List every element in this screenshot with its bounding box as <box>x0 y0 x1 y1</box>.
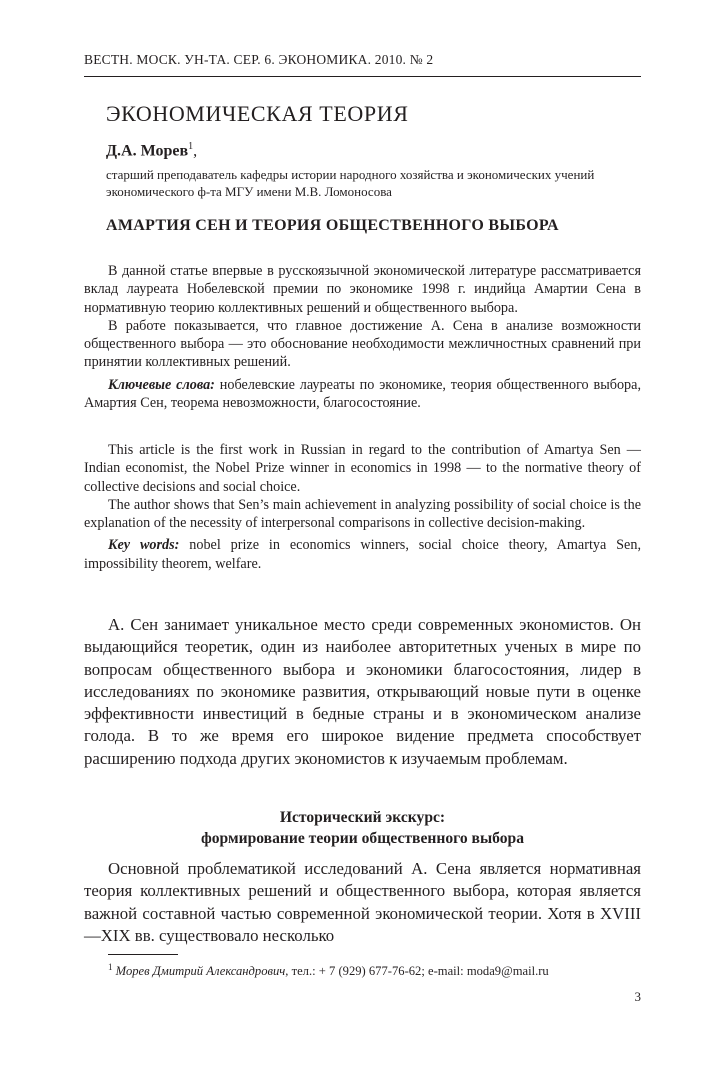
abstract-ru-keywords <box>84 376 641 413</box>
body-paragraph: Основной проблематикой исследований А. Сена является нормативная теория коллективных решений и общественного выбора, которая является важной составной частью современной экономической теории. Хотя в XVIII—XIX вв. существовало несколько <box>84 859 641 945</box>
page-number: 3 <box>634 989 641 1004</box>
abstract-ru-paragraph: В работе показывается, что главное достижение А. Сена в анализе возможности общественного выбора — это обоснование необходимости межличностных сравнений при принятии коллективных решений. <box>84 317 641 371</box>
footnote-mark: 1 <box>108 962 113 972</box>
footnote-name: Морев Дмитрий Александрович <box>115 964 286 979</box>
subheading-line-1: Исторический экскурс: <box>279 809 446 826</box>
footnote-text: , тел.: + 7 (929) 677-76-62; e-mail: moda9@mail.ru <box>285 964 549 979</box>
author-name: Д.А. Морев <box>106 142 189 160</box>
abstract-en-paragraph: The author shows that Sen’s main achievement in analyzing possibility of social choice is the explanation of the necessity of interpersonal comparisons in collective decision-making. <box>84 496 641 532</box>
keywords-text-ru: нобелевские лауреаты по экономике, теория общественного выбора, Амартия Сен, теорема невозможности, благосостояние. <box>84 376 641 412</box>
body-paragraph-2 <box>84 858 641 947</box>
keywords-text-en: nobel prize in economics winners, social choice theory, Amartya Sen, impossibility theorem, welfare. <box>84 537 641 572</box>
body-paragraph-1 <box>84 614 641 770</box>
subheading-line-2: формирование теории общественного выбора <box>200 830 525 847</box>
subheading <box>84 807 641 849</box>
abstract-en-keywords <box>84 536 641 573</box>
body-paragraph: А. Сен занимает уникальное место среди современных экономистов. Он выдающийся теоретик, один из наиболее авторитетных ученых в мире по вопросам общественного выбора и экономики благосостояния, лидер в исследованиях по экономике развития, открывающий новые пути в оценке эффективности инвестиций в бедные страны и в экономическом анализе голода. В то же время его широкое видение предмета способствует расширению подхода других экономистов к изучаемым проблемам. <box>84 615 641 768</box>
abstract-en-paragraph: This article is the first work in Russian in regard to the contribution of Amartya Sen — Indian economist, the Nobel Prize winner in economics in 1998 — to the normative theory of collective decisions and social choice. <box>84 442 641 495</box>
footnote-rule <box>108 954 178 955</box>
abstract-ru-paragraph: В данной статье впервые в русскоязычной экономической литературе рассматривается вклад лауреата Нобелевской премии по экономике 1998 г. индийца Амартии Сена в нормативную теорию коллективных решений и общественного выбора. <box>84 263 641 316</box>
author-line <box>106 141 197 160</box>
abstract-en <box>84 441 641 573</box>
header-rule <box>84 76 641 77</box>
footnote <box>108 962 549 979</box>
author-footnote-mark: 1 <box>188 141 194 152</box>
keywords-label-ru: Ключевые слова: <box>108 376 215 393</box>
running-head: ВЕСТН. МОСК. УН-ТА. СЕР. 6. ЭКОНОМИКА. 2010. № 2 <box>84 52 434 67</box>
article-title: АМАРТИЯ СЕН И ТЕОРИЯ ОБЩЕСТВЕННОГО ВЫБОРА <box>106 217 559 234</box>
author-separator: , <box>193 142 198 160</box>
abstract-ru <box>84 262 641 412</box>
section-heading: ЭКОНОМИЧЕСКАЯ ТЕОРИЯ <box>106 101 409 126</box>
keywords-label-en: Key words: <box>108 537 180 554</box>
author-affiliation: старший преподаватель кафедры истории народного хозяйства и экономических учений экономического ф-та МГУ имени М.В. Ломоносова <box>106 167 595 199</box>
